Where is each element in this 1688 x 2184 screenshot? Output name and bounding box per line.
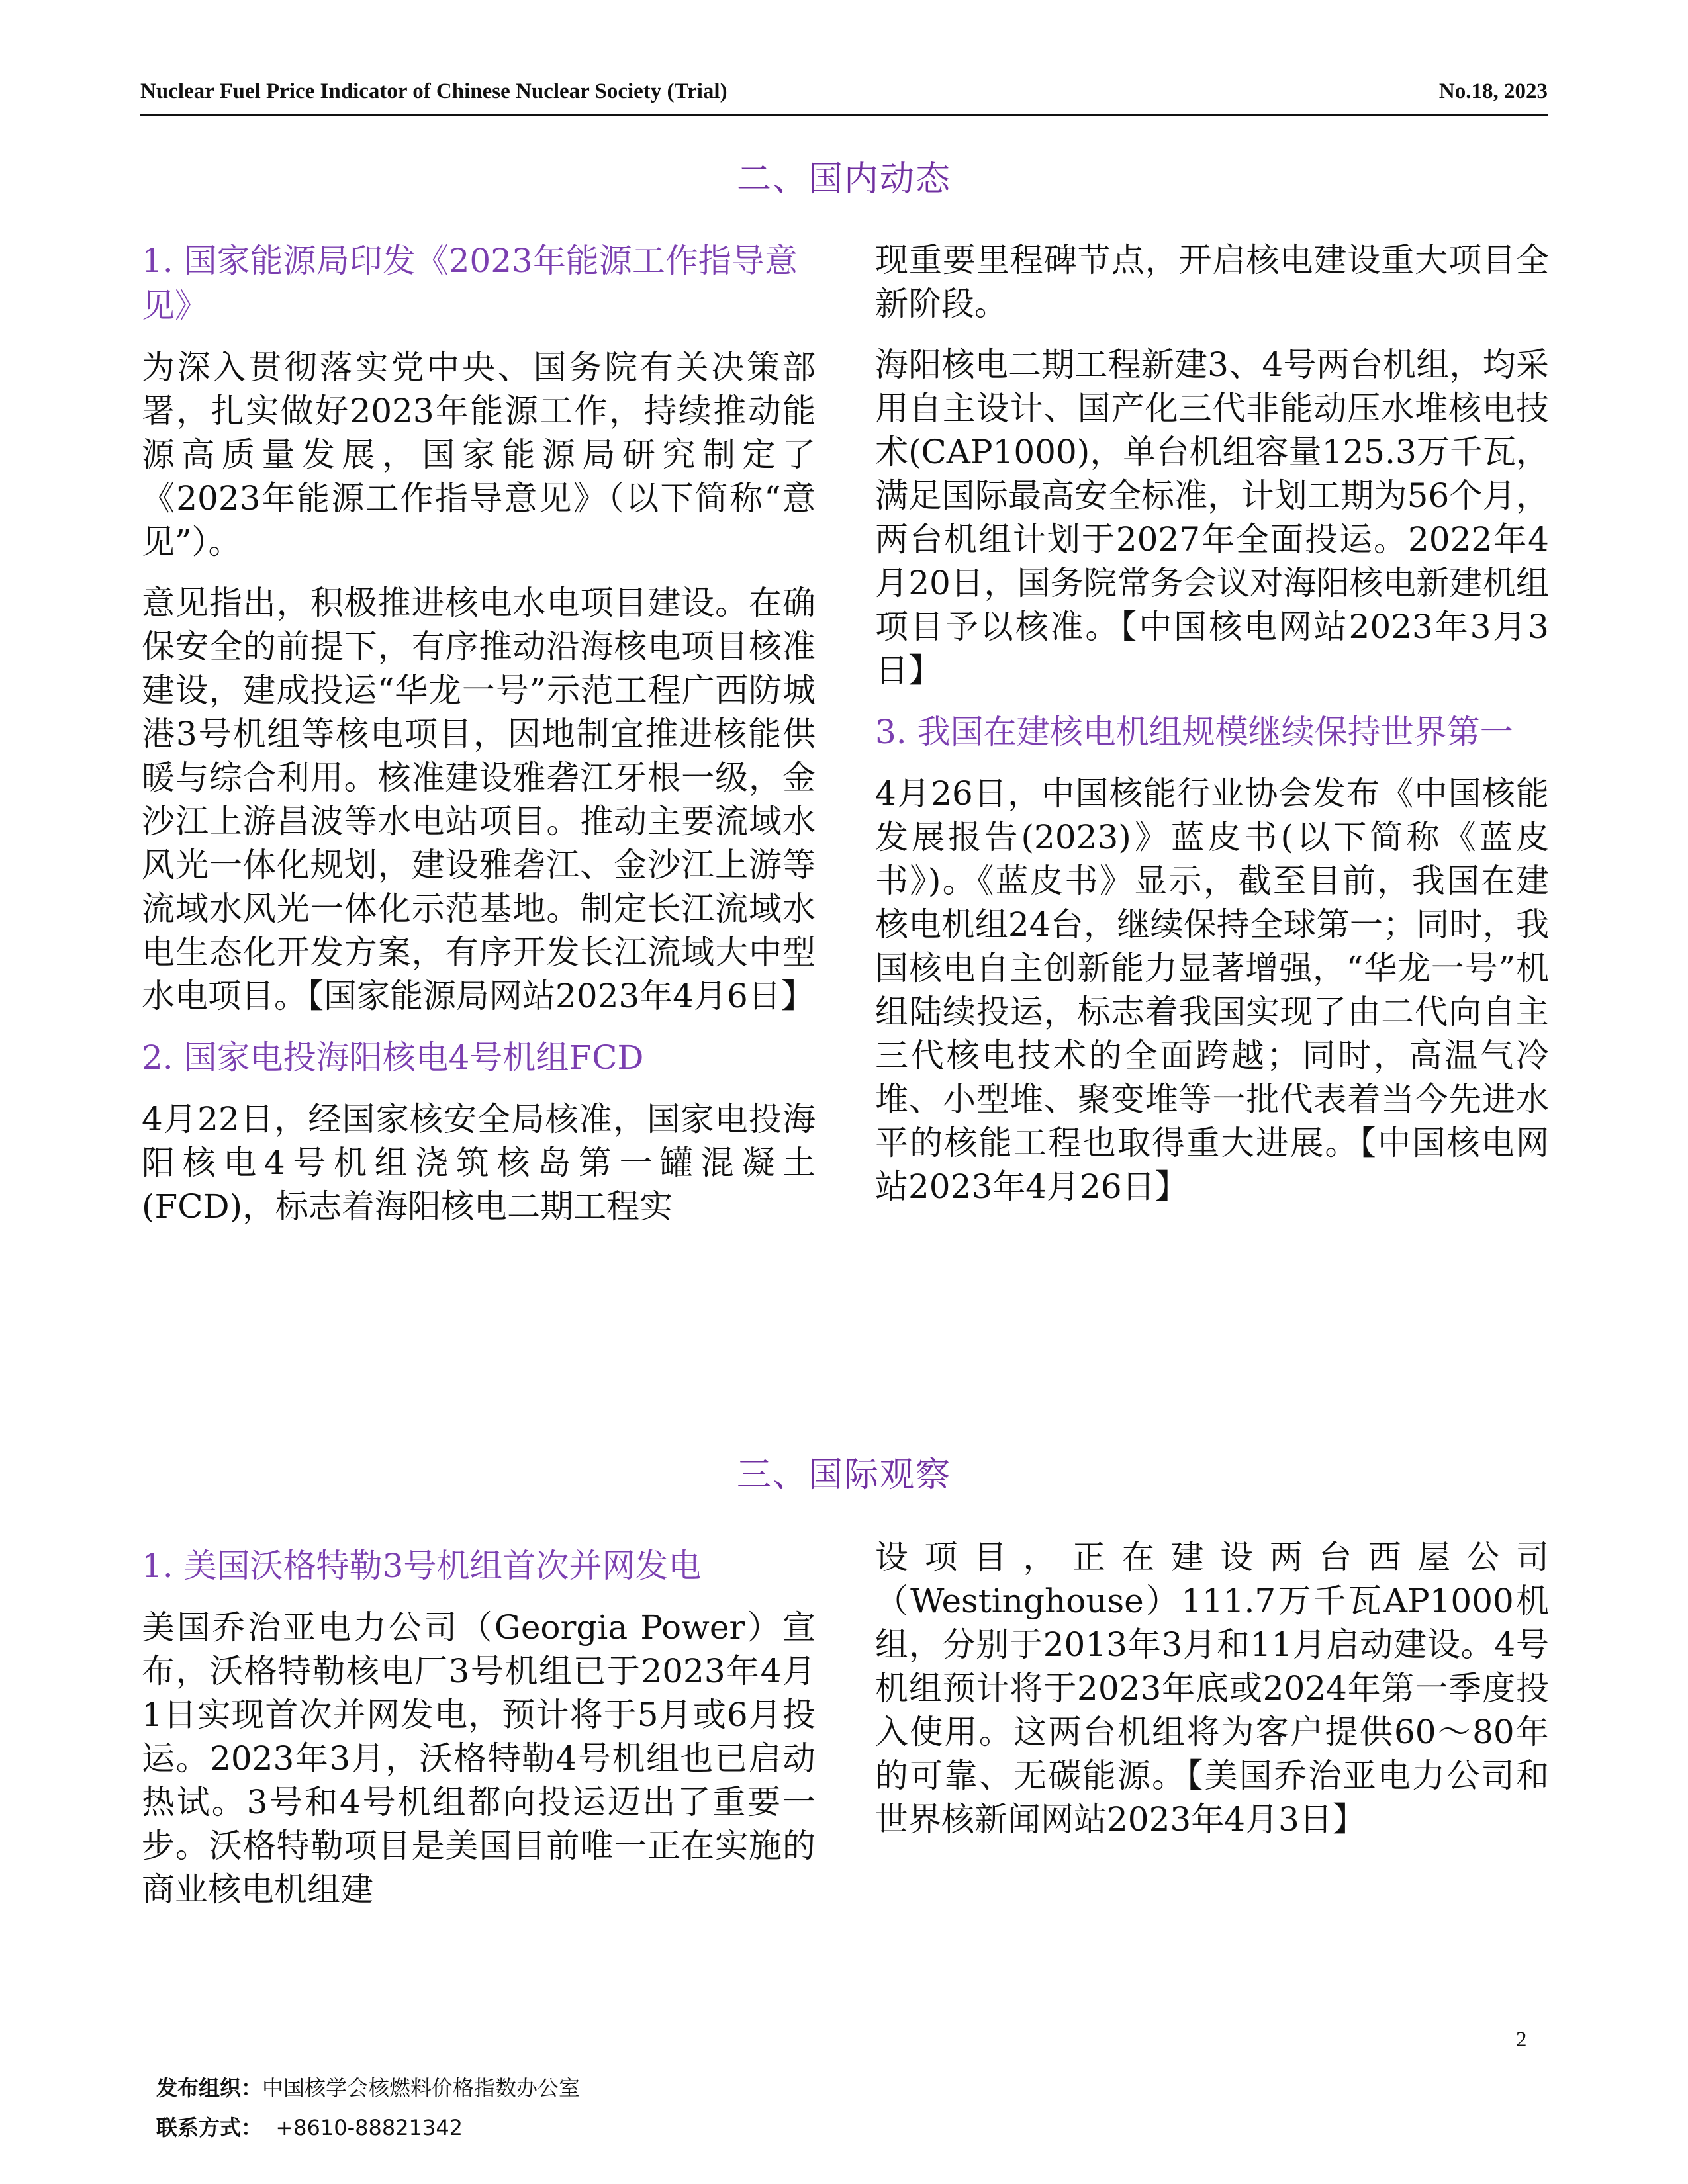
paragraph: 4月26日，中国核能行业协会发布《中国核能发展报告(2023)》蓝皮书(以下简称《蓝皮书》)。《蓝皮书》显示，截至目前，我国在建核电机组24台，继续保持全球第一；同时，我国核电自主创新能力显著增强，“华龙一号”机组陆续投运，标志着我国实现了由二代向自主三代核电技术的全面跨越；同时，高温气冷堆、小型堆、聚变堆等一批代表着当今先进水平的核能工程也取得重大进展。【中国核电网站2023年4月26日】 xyxy=(875,774,1549,1206)
header-publication-title: Nuclear Fuel Price Indicator of Chinese Nuclear Society (Trial) xyxy=(140,79,727,103)
paragraph: 美国乔治亚电力公司（Georgia Power）宣布，沃格特勒核电厂3号机组已于2023年4月1日实现首次并网发电，预计将于5月或6月投运。2023年3月，沃格特勒4号机组也已启动热试。3号和4号机组都向投运迈出了重要一步。沃格特勒项目是美国目前唯一正在实施的商业核电机组建 xyxy=(142,1608,816,1909)
domestic-right-column xyxy=(875,238,1549,1226)
subheading-construction-scale: 3. 我国在建核电机组规模继续保持世界第一 xyxy=(875,713,1513,751)
paragraph: 现重要里程碑节点，开启核电建设重大项目全新阶段。 xyxy=(875,241,1549,323)
section-title-domestic: 二、国内动态 xyxy=(736,159,951,199)
paragraph: 设项目，正在建设两台西屋公司（Westinghouse）111.7万千瓦AP1000机组，分别于2013年3月和11月启动建设。4号机组预计将于2023年底或2024年第一季度投入使用。这两台机组将为客户提供60～80年的可靠、无碳能源。【美国乔治亚电力公司和世界核新闻网站2023年4月3日】 xyxy=(875,1538,1549,1839)
footer-contact xyxy=(156,2111,463,2142)
footer-org-label: 发布组织： xyxy=(156,2075,263,2101)
subheading-haiyang-fcd: 2. 国家电投海阳核电4号机组FCD xyxy=(142,1038,644,1077)
header-issue-number: No.18, 2023 xyxy=(1438,79,1548,103)
paragraph: 意见指出，积极推进核电水电项目建设。在确保安全的前提下，有序推动沿海核电项目核准建设，建成投运“华龙一号”示范工程广西防城港3号机组等核电项目，因地制宜推进核能供暖与综合利用。核准建设雅砻江牙根一级，金沙江上游昌波等水电站项目。推动主要流域水风光一体化规划，建设雅砻江、金沙江上游等流域水风光一体化示范基地。制定长江流域水电生态化开发方案，有序开发长江流域大中型水电项目。【国家能源局网站2023年4月6日】 xyxy=(142,584,816,1015)
footer-contact-label: 联系方式： xyxy=(156,2115,263,2140)
footer-org-value: 中国核学会核燃料价格指数办公室 xyxy=(262,2075,581,2101)
paragraph: 海阳核电二期工程新建3、4号两台机组，均采用自主设计、国产化三代非能动压水堆核电技术(CAP1000)，单台机组容量125.3万千瓦，满足国际最高安全标准，计划工期为56个月，两台机组计划于2027年全面投运。2022年4月20日，国务院常务会议对海阳核电新建机组项目予以核准。【中国核电网站2023年3月3日】 xyxy=(875,345,1549,690)
subheading-energy-guidance: 1. 国家能源局印发《2023年能源工作指导意见》 xyxy=(142,242,798,325)
subheading-vogtle: 1. 美国沃格特勒3号机组首次并网发电 xyxy=(142,1547,702,1585)
domestic-left-column xyxy=(142,238,816,1246)
page-header xyxy=(140,77,1548,116)
international-left-column xyxy=(142,1543,816,1929)
paragraph: 4月22日，经国家核安全局核准，国家电投海阳核电4号机组浇筑核岛第一罐混凝土(FCD)，标志着海阳核电二期工程实 xyxy=(142,1100,816,1226)
footer-contact-value: +8610-88821342 xyxy=(275,2115,463,2140)
page-number: 2 xyxy=(1516,2028,1527,2052)
international-right-column xyxy=(875,1535,1549,1858)
section-title-international: 三、国际观察 xyxy=(736,1455,951,1495)
paragraph: 为深入贯彻落实党中央、国务院有关决策部署，扎实做好2023年能源工作，持续推动能源高质量发展，国家能源局研究制定了《2023年能源工作指导意见》（以下简称“意见”）。 xyxy=(142,348,816,561)
footer-organization xyxy=(156,2071,580,2102)
